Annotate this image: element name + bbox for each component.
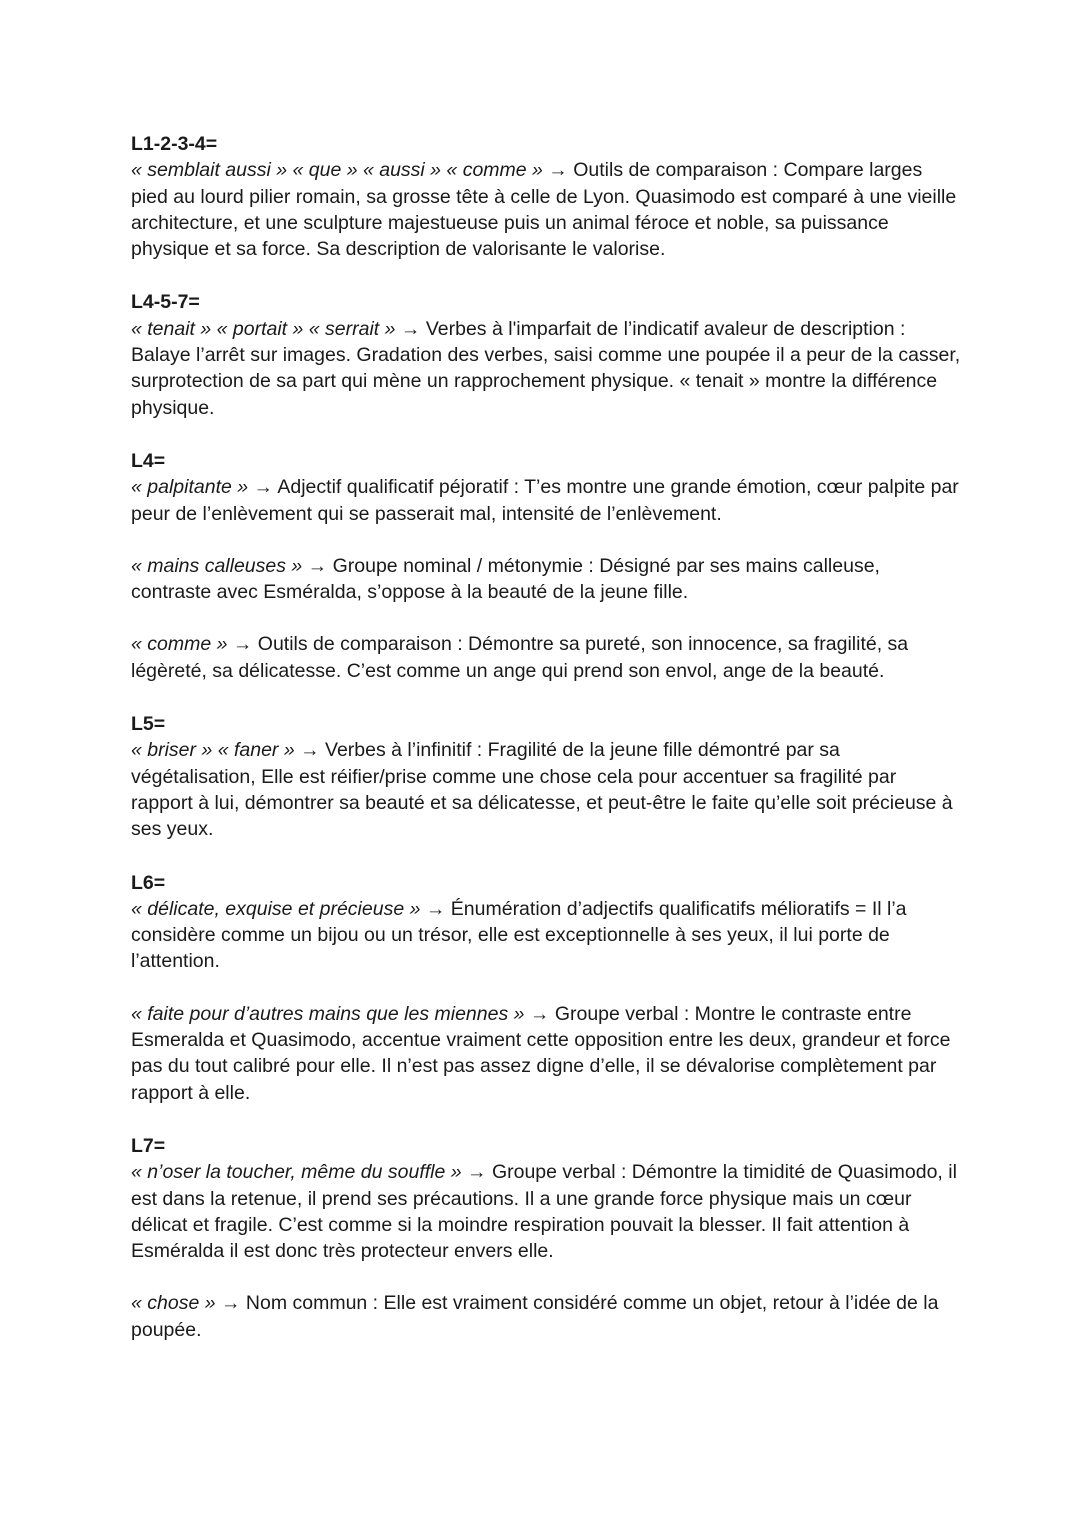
analysis-text: Verbes à l'imparfait de l’indicatif avaleur de description : Balaye l’arrêt sur images. Gradation des verbes, saisi comme une poupée il a peur de la casser, surprotection de sa part qui mène un rapprochement physique. « tenait » montre la différence physique. [131, 317, 961, 419]
quoted-excerpt: « briser » « faner » [131, 739, 295, 762]
analysis-text: Adjectif qualificatif péjoratif : T’es montre une grande émotion, cœur palpite par peur de l’enlèvement qui se passerait mal, intensité de l’enlèvement. [131, 476, 959, 525]
analysis-paragraph [131, 474, 961, 527]
analysis-paragraph [131, 157, 961, 262]
arrow-glyph: → [420, 897, 451, 920]
quoted-excerpt: « tenait » « portait » « serrait » [131, 317, 396, 340]
section-heading: L7= [131, 1134, 166, 1157]
arrow-glyph: → [524, 1002, 555, 1025]
quoted-excerpt: « n’oser la toucher, même du souffle » [131, 1161, 462, 1184]
section-l6 [131, 870, 961, 1106]
analysis-paragraph [131, 1159, 961, 1264]
section-l7 [131, 1133, 961, 1343]
analysis-text: Verbes à l’infinitif : Fragilité de la jeune fille démontré par sa végétalisation, Elle est réifier/prise comme une chose cela pour accentuer sa fragilité par rapport à lui, démontrer sa beauté et sa délicatesse, et peut-être le faite qu’elle soit précieuse à ses yeux. [131, 739, 953, 841]
arrow-glyph: → [302, 554, 333, 577]
analysis-text: Groupe verbal : Montre le contraste entre Esmeralda et Quasimodo, accentue vraiment cette opposition entre les deux, grandeur et force pas du tout calibré pour elle. Il n’est pas assez digne d’elle, il se dévalorise complètement par rapport à elle. [131, 1002, 951, 1104]
arrow-glyph: → [215, 1292, 246, 1315]
analysis-paragraph [131, 553, 961, 606]
section-heading: L1-2-3-4= [131, 133, 218, 155]
quoted-excerpt: « comme » [131, 633, 228, 656]
section-l4 [131, 448, 961, 684]
analysis-paragraph [131, 1290, 961, 1343]
analysis-paragraph [131, 896, 961, 975]
arrow-glyph: → [395, 317, 426, 340]
analysis-text: Groupe verbal : Démontre la timidité de Quasimodo, il est dans la retenue, il prend ses précautions. Il a une grande force physique mais un cœur délicat et fragile. C’est comme si la moindre respiration pouvait la blesser. Il fait attention à Esméralda il est donc très protecteur envers elle. [131, 1161, 957, 1263]
analysis-text: Outils de comparaison : Démontre sa pureté, son innocence, sa fragilité, sa légèreté, sa délicatesse. C’est comme un ange qui prend son envol, ange de la beauté. [131, 633, 909, 682]
quoted-excerpt: « palpitante » [131, 476, 249, 499]
analysis-text: Groupe nominal / métonymie : Désigné par ses mains calleuse, contraste avec Esméralda, s’oppose à la beauté de la jeune fille. [131, 554, 880, 604]
analysis-paragraph [131, 737, 961, 842]
quoted-excerpt: « faite pour d’autres mains que les miennes » [131, 1002, 525, 1025]
analysis-paragraph [131, 1001, 961, 1106]
section-heading: L4-5-7= [131, 291, 200, 314]
analysis-text: Nom commun : Elle est vraiment considéré comme un objet, retour à l’idée de la poupée. [131, 1292, 939, 1341]
analysis-paragraph [131, 631, 961, 684]
section-l4-5-7 [131, 289, 961, 420]
document-page [131, 131, 961, 1370]
arrow-glyph: → [227, 633, 258, 656]
analysis-paragraph [131, 316, 961, 421]
section-l1-2-3-4 [131, 131, 961, 262]
quoted-excerpt: « délicate, exquise et précieuse » [131, 897, 421, 920]
section-heading: L5= [131, 713, 166, 736]
arrow-glyph: → [294, 739, 326, 762]
analysis-text: Outils de comparaison : Compare larges pied au lourd pilier romain, sa grosse tête à celle de Lyon. Quasimodo est comparé à une vieille architecture, et une sculpture majestueuse puis un animal féroce et noble, sa puissance physique et sa force. Sa description de valorisante le valorise. [131, 159, 957, 261]
section-heading: L6= [131, 871, 166, 894]
quoted-excerpt: « mains calleuses » [131, 554, 303, 577]
arrow-glyph: → [248, 476, 278, 499]
arrow-glyph: → [461, 1161, 492, 1184]
quoted-excerpt: « semblait aussi » « que » « aussi » « comme » [131, 159, 543, 182]
arrow-glyph: → [542, 159, 574, 182]
quoted-excerpt: « chose » [131, 1292, 216, 1315]
section-l5 [131, 711, 961, 842]
section-heading: L4= [131, 449, 166, 472]
analysis-text: Énumération d’adjectifs qualificatifs mélioratifs = Il l’a considère comme un bijou ou un trésor, elle est exceptionnelle à ses yeux, il lui porte de l’attention. [131, 897, 907, 973]
